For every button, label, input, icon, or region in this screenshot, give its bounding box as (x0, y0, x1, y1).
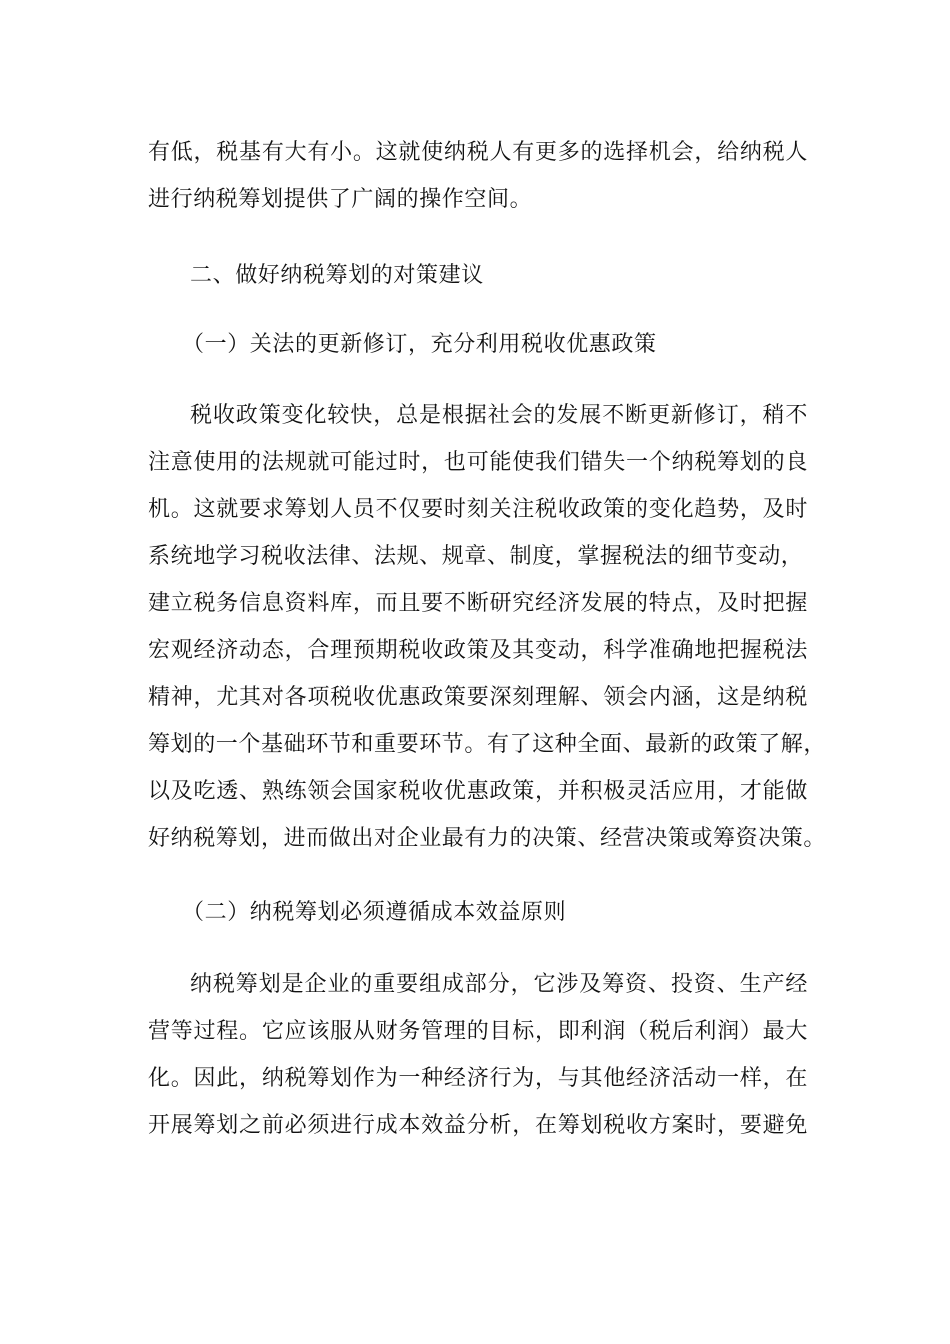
subsection-1-line-2: 注意使用的法规就可能过时，也可能使我们错失一个纳税筹划的良 (148, 450, 808, 475)
intro-line-2: 进行纳税筹划提供了广阔的操作空间。 (148, 187, 533, 212)
subsection-1-line-4: 系统地学习税收法律、法规、规章、制度，掌握税法的细节变动， (148, 544, 804, 569)
subsection-2-line-1: 纳税筹划是企业的重要组成部分，它涉及筹资、投资、生产经 (190, 972, 808, 997)
subsection-1-line-8: 筹划的一个基础环节和重要环节。有了这种全面、最新的政策了解， (148, 732, 827, 757)
subsection-1-line-1: 税收政策变化较快，总是根据社会的发展不断更新修订，稍不 (190, 403, 808, 428)
subsection-2-line-3: 化。因此，纳税筹划作为一种经济行为，与其他经济活动一样，在 (148, 1066, 808, 1091)
subsection-2-line-4: 开展筹划之前必须进行成本效益分析，在筹划税收方案时，要避免 (148, 1113, 808, 1138)
section-heading: 二、做好纳税筹划的对策建议 (190, 263, 484, 288)
subsection-2-line-2: 营等过程。它应该服从财务管理的目标，即利润（税后利润）最大 (148, 1019, 808, 1044)
subsection-2-heading: （二）纳税筹划必须遵循成本效益原则 (182, 900, 567, 925)
intro-line-1: 有低，税基有大有小。这就使纳税人有更多的选择机会，给纳税人 (148, 140, 808, 165)
subsection-1-line-6: 宏观经济动态，合理预期税收政策及其变动，科学准确地把握税法 (148, 638, 808, 663)
subsection-1-line-7: 精神，尤其对各项税收优惠政策要深刻理解、领会内涵，这是纳税 (148, 685, 808, 710)
subsection-1-line-3: 机。这就要求筹划人员不仅要时刻关注税收政策的变化趋势，及时 (148, 497, 808, 522)
subsection-1-line-10: 好纳税筹划，进而做出对企业最有力的决策、经营决策或筹资决策。 (148, 826, 827, 851)
subsection-1-line-9: 以及吃透、熟练领会国家税收优惠政策，并积极灵活应用，才能做 (148, 779, 808, 804)
subsection-1-line-5: 建立税务信息资料库，而且要不断研究经济发展的特点，及时把握 (148, 591, 808, 616)
subsection-1-heading: （一）关法的更新修订，充分利用税收优惠政策 (182, 332, 657, 357)
